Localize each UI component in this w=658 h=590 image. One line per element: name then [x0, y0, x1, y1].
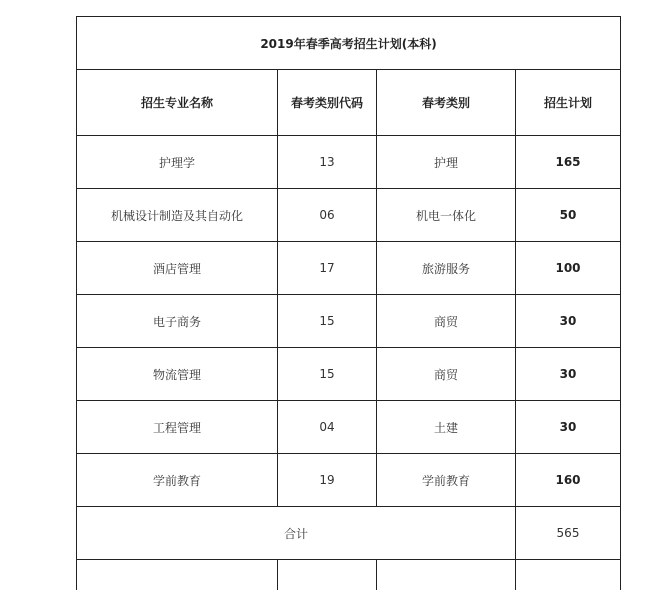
cell-category: 机电一体化 — [377, 189, 516, 242]
cell-category: 护理 — [377, 136, 516, 189]
cell-plan: 165 — [516, 136, 621, 189]
cell-code: 17 — [278, 242, 377, 295]
cell-plan: 30 — [516, 401, 621, 454]
cell-plan: 100 — [516, 242, 621, 295]
cell-major: 工程管理 — [77, 401, 278, 454]
cell-major: 学前教育 — [77, 454, 278, 507]
header-category-code: 春考类别代码 — [278, 70, 377, 136]
cell-plan: 50 — [516, 189, 621, 242]
table-title-row — [77, 17, 621, 70]
total-label: 合计 — [77, 507, 516, 560]
cell-major: 护理学 — [77, 136, 278, 189]
table-row — [77, 136, 621, 189]
table-row — [77, 295, 621, 348]
cell-major: 机械设计制造及其自动化 — [77, 189, 278, 242]
cell-category: 旅游服务 — [377, 242, 516, 295]
header-plan: 招生计划 — [516, 70, 621, 136]
header-major-name: 招生专业名称 — [77, 70, 278, 136]
cell-code: 06 — [278, 189, 377, 242]
cell-category: 商贸 — [377, 348, 516, 401]
cell-plan: 30 — [516, 295, 621, 348]
table-row-partial — [77, 560, 621, 590]
table-total-row — [77, 507, 621, 560]
cell-code: 15 — [278, 348, 377, 401]
cell-code: 19 — [278, 454, 377, 507]
empty-cell — [278, 560, 377, 590]
cell-category: 学前教育 — [377, 454, 516, 507]
table-row — [77, 242, 621, 295]
cell-code: 15 — [278, 295, 377, 348]
table-title: 2019年春季高考招生计划(本科) — [77, 17, 621, 70]
cell-major: 电子商务 — [77, 295, 278, 348]
cell-plan: 30 — [516, 348, 621, 401]
cell-major: 物流管理 — [77, 348, 278, 401]
table-row — [77, 401, 621, 454]
cell-code: 13 — [278, 136, 377, 189]
table-header-row — [77, 70, 621, 136]
table-row — [77, 454, 621, 507]
header-category: 春考类别 — [377, 70, 516, 136]
cell-category: 土建 — [377, 401, 516, 454]
empty-cell — [516, 560, 621, 590]
empty-cell — [77, 560, 278, 590]
table-row — [77, 348, 621, 401]
cell-plan: 160 — [516, 454, 621, 507]
cell-major: 酒店管理 — [77, 242, 278, 295]
enrollment-plan-table — [76, 16, 621, 590]
empty-cell — [377, 560, 516, 590]
cell-category: 商贸 — [377, 295, 516, 348]
table-row — [77, 189, 621, 242]
cell-code: 04 — [278, 401, 377, 454]
total-value: 565 — [516, 507, 621, 560]
